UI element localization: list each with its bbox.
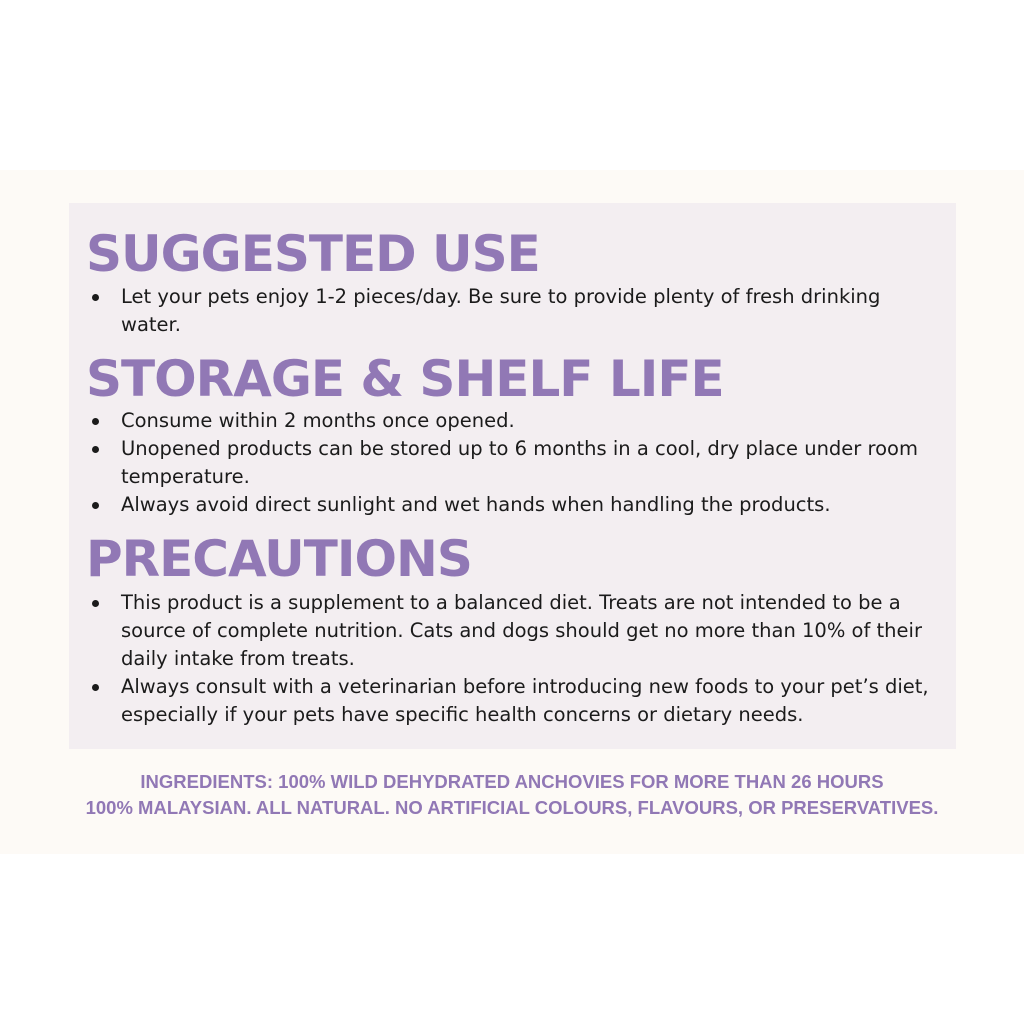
suggested-use-item: Let your pets enjoy 1-2 pieces/day. Be sure to provide plenty of fresh drinking water.	[90, 283, 945, 339]
storage-item: Always avoid direct sunlight and wet hands when handling the products.	[90, 491, 945, 519]
storage-item: Unopened products can be stored up to 6 months in a cool, dry place under room temperature.	[90, 435, 945, 491]
ingredients-line: INGREDIENTS: 100% WILD DEHYDRATED ANCHOVIES FOR MORE THAN 26 HOURS	[140, 771, 884, 792]
storage-item: Consume within 2 months once opened.	[90, 407, 945, 435]
precautions-list	[90, 589, 945, 729]
precautions-item: This product is a supplement to a balanced diet. Treats are not intended to be a source of complete nutrition. Cats and dogs should get no more than 10% of their daily intake from treats.	[90, 589, 945, 673]
storage-heading: STORAGE & SHELF LIFE	[86, 350, 724, 408]
origin-line: 100% MALAYSIAN. ALL NATURAL. NO ARTIFICIAL COLOURS, FLAVOURS, OR PRESERVATIVES.	[85, 797, 939, 818]
precautions-heading: PRECAUTIONS	[86, 530, 472, 588]
storage-list	[90, 407, 945, 519]
suggested-use-list	[90, 283, 945, 339]
precautions-item: Always consult with a veterinarian before introducing new foods to your pet’s diet, especially if your pets have specific health concerns or dietary needs.	[90, 673, 945, 729]
suggested-use-heading: SUGGESTED USE	[86, 225, 540, 283]
